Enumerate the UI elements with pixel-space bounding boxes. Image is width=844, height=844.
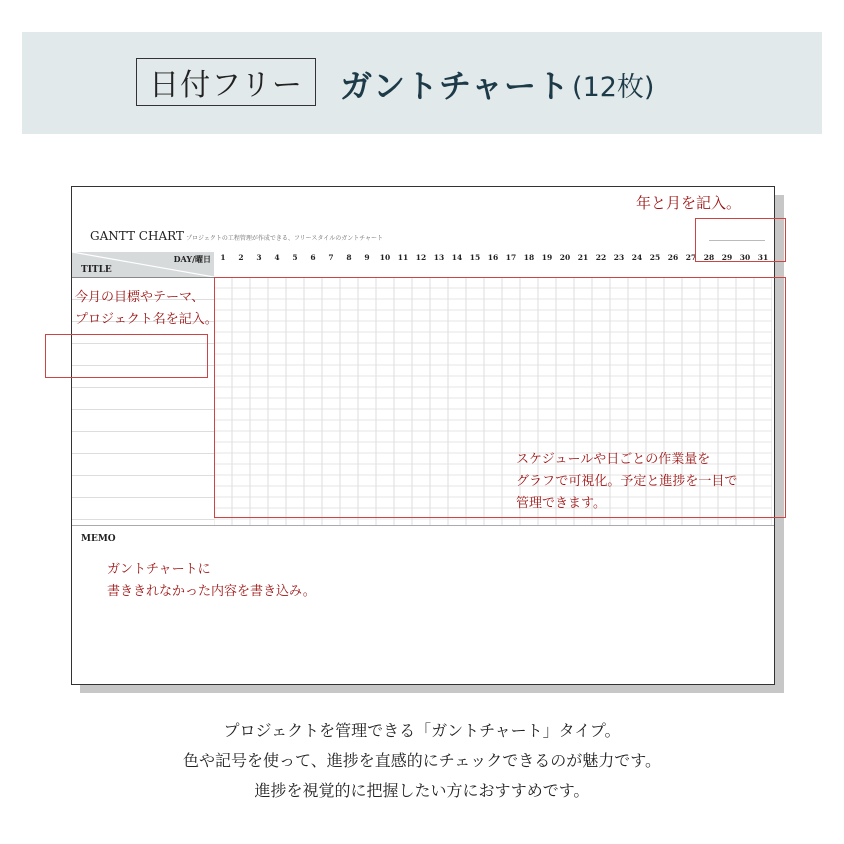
- day-number: 10: [379, 253, 391, 262]
- day-number: 3: [256, 253, 262, 262]
- description-line-2: 色や記号を使って、進捗を直感的にチェックできるのが魅力です。: [183, 751, 661, 770]
- day-number: 19: [541, 253, 553, 262]
- title-highlight-box: [45, 334, 208, 378]
- memo-annotation-line-2: 書ききれなかった内容を書き込み。: [107, 584, 316, 599]
- day-number: 1: [220, 253, 226, 262]
- description-line-3: 進捗を視覚的に把握したい方におすすめです。: [254, 781, 590, 800]
- memo-annotation-line-1: ガントチャートに: [107, 562, 211, 577]
- day-numbers-row: [214, 252, 772, 266]
- day-number: 23: [613, 253, 625, 262]
- grid-annotation-line-3: 管理できます。: [516, 496, 606, 511]
- title-row-line: [72, 497, 214, 498]
- day-number: 22: [595, 253, 607, 262]
- page-title: [340, 60, 654, 108]
- day-number: 28: [703, 253, 715, 262]
- day-number: 27: [685, 253, 697, 262]
- day-number: 31: [757, 253, 769, 262]
- day-number: 21: [577, 253, 589, 262]
- day-number: 13: [433, 253, 445, 262]
- memo-label: MEMO: [81, 534, 116, 544]
- gantt-chart-subtitle: プロジェクトの工程管理が作成できる、フリースタイルのガントチャート: [186, 235, 384, 242]
- day-number: 16: [487, 253, 499, 262]
- description: [0, 716, 844, 806]
- day-number: 12: [415, 253, 427, 262]
- month-highlight-box: [695, 218, 786, 262]
- gantt-chart-title: GANTT CHART: [90, 229, 184, 243]
- day-number: 26: [667, 253, 679, 262]
- day-number: 25: [649, 253, 661, 262]
- description-line-1: プロジェクトを管理できる「ガントチャート」タイプ。: [223, 721, 621, 740]
- memo-divider: [72, 525, 774, 526]
- day-number: 14: [451, 253, 463, 262]
- day-number: 24: [631, 253, 643, 262]
- title-annotation-line-1: 今月の目標やテーマ、: [75, 290, 205, 305]
- title-row-line: [72, 453, 214, 454]
- day-number: 6: [310, 253, 316, 262]
- title-row-line: [72, 409, 214, 410]
- title-label: TITLE: [81, 265, 112, 275]
- day-number: 20: [559, 253, 571, 262]
- grid-annotation-line-1: スケジュールや日ごとの作業量を: [516, 452, 711, 467]
- day-number: 7: [328, 253, 334, 262]
- day-number: 9: [364, 253, 370, 262]
- title-row-line: [72, 387, 214, 388]
- day-number: 2: [238, 253, 244, 262]
- day-number: 18: [523, 253, 535, 262]
- day-number: 30: [739, 253, 751, 262]
- day-number: 17: [505, 253, 517, 262]
- day-number: 11: [397, 253, 409, 262]
- month-annotation: 年と月を記入。: [636, 194, 742, 212]
- title-text: ガントチャート: [340, 67, 571, 105]
- day-number: 4: [274, 253, 280, 262]
- title-row-line: [72, 431, 214, 432]
- title-annotation-line-2: プロジェクト名を記入。: [75, 312, 218, 327]
- title-row-line: [72, 475, 214, 476]
- day-number: 15: [469, 253, 481, 262]
- date-free-badge: 日付フリー: [136, 58, 316, 106]
- day-number: 29: [721, 253, 733, 262]
- title-header-cell: [72, 252, 214, 277]
- day-number: 5: [292, 253, 298, 262]
- title-row-line: [72, 519, 214, 520]
- day-weekday-label: DAY/曜日: [173, 254, 211, 264]
- day-number: 8: [346, 253, 352, 262]
- grid-annotation-line-2: グラフで可視化。予定と進捗を一目で: [516, 474, 738, 489]
- sheet-count: (12枚): [572, 71, 655, 103]
